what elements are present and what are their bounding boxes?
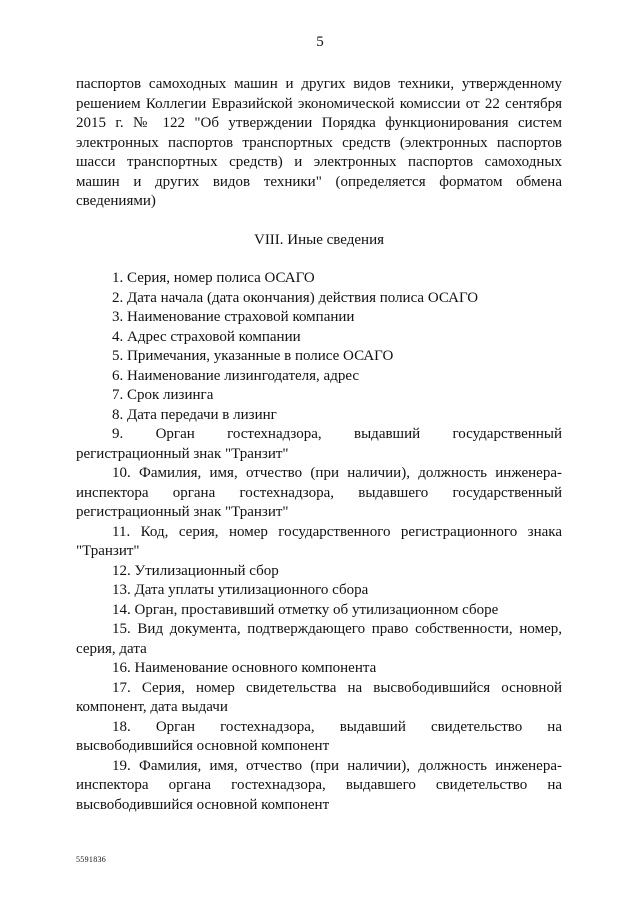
list-item: 14. Орган, проставивший отметку об утилизационном сборе [112,601,499,618]
list-item: 7. Срок лизинга [112,387,214,403]
list-item: 9. Орган гостехнадзора, выдавший государственный регистрационный знак "Транзит" [76,426,562,462]
list-item: 15. Вид документа, подтверждающего право собственности, номер, серия, дата [76,621,562,657]
document-code: 5591836 [76,855,107,864]
list-item: 6. Наименование лизингодателя, адрес [112,367,360,384]
items-list [76,269,562,815]
intro-paragraph: паспортов самоходных машин и других видов техники, утвержденному решением Коллегии Евразийской экономической комиссии от 22 сентября 2015 г. № 122 "Об утверждении Порядка функционирования систем электронных паспортов транспортных средств (электронных паспортов шасси транспортных средств) и электронных паспортов самоходных машин и других видов техники" (определяется форматом обмена сведениями) [76,76,562,209]
document-body [76,75,562,815]
list-item: 1. Серия, номер полиса ОСАГО [112,270,315,286]
page-number: 5 [316,34,324,50]
list-item: 3. Наименование страховой компании [112,309,355,325]
list-item: 10. Фамилия, имя, отчество (при наличии), должность инженера-инспектора органа гостехнадзора, выдавшего государственный регистрационный знак "Транзит" [76,465,562,520]
list-item: 8. Дата передачи в лизинг [112,406,277,423]
list-item: 19. Фамилия, имя, отчество (при наличии), должность инженера-инспектора органа гостехнадзора, выдавшего свидетельство на высвободившийся основной компонент [76,757,562,813]
list-item: 2. Дата начала (дата окончания) действия полиса ОСАГО [112,289,479,306]
list-item: 12. Утилизационный сбор [112,562,279,579]
section-title: VIII. Иные сведения [253,231,385,248]
list-item: 13. Дата уплаты утилизационного сбора [112,582,369,598]
list-item: 18. Орган гостехнадзора, выдавший свидетельство на высвободившийся основной компонент [76,718,562,754]
list-item: 5. Примечания, указанные в полисе ОСАГО [112,348,394,364]
list-item: 17. Серия, номер свидетельства на высвободившийся основной компонент, дата выдачи [76,679,562,715]
list-item: 16. Наименование основного компонента [112,660,377,676]
list-item: 11. Код, серия, номер государственного регистрационного знака "Транзит" [76,523,562,559]
list-item: 4. Адрес страховой компании [112,328,301,345]
